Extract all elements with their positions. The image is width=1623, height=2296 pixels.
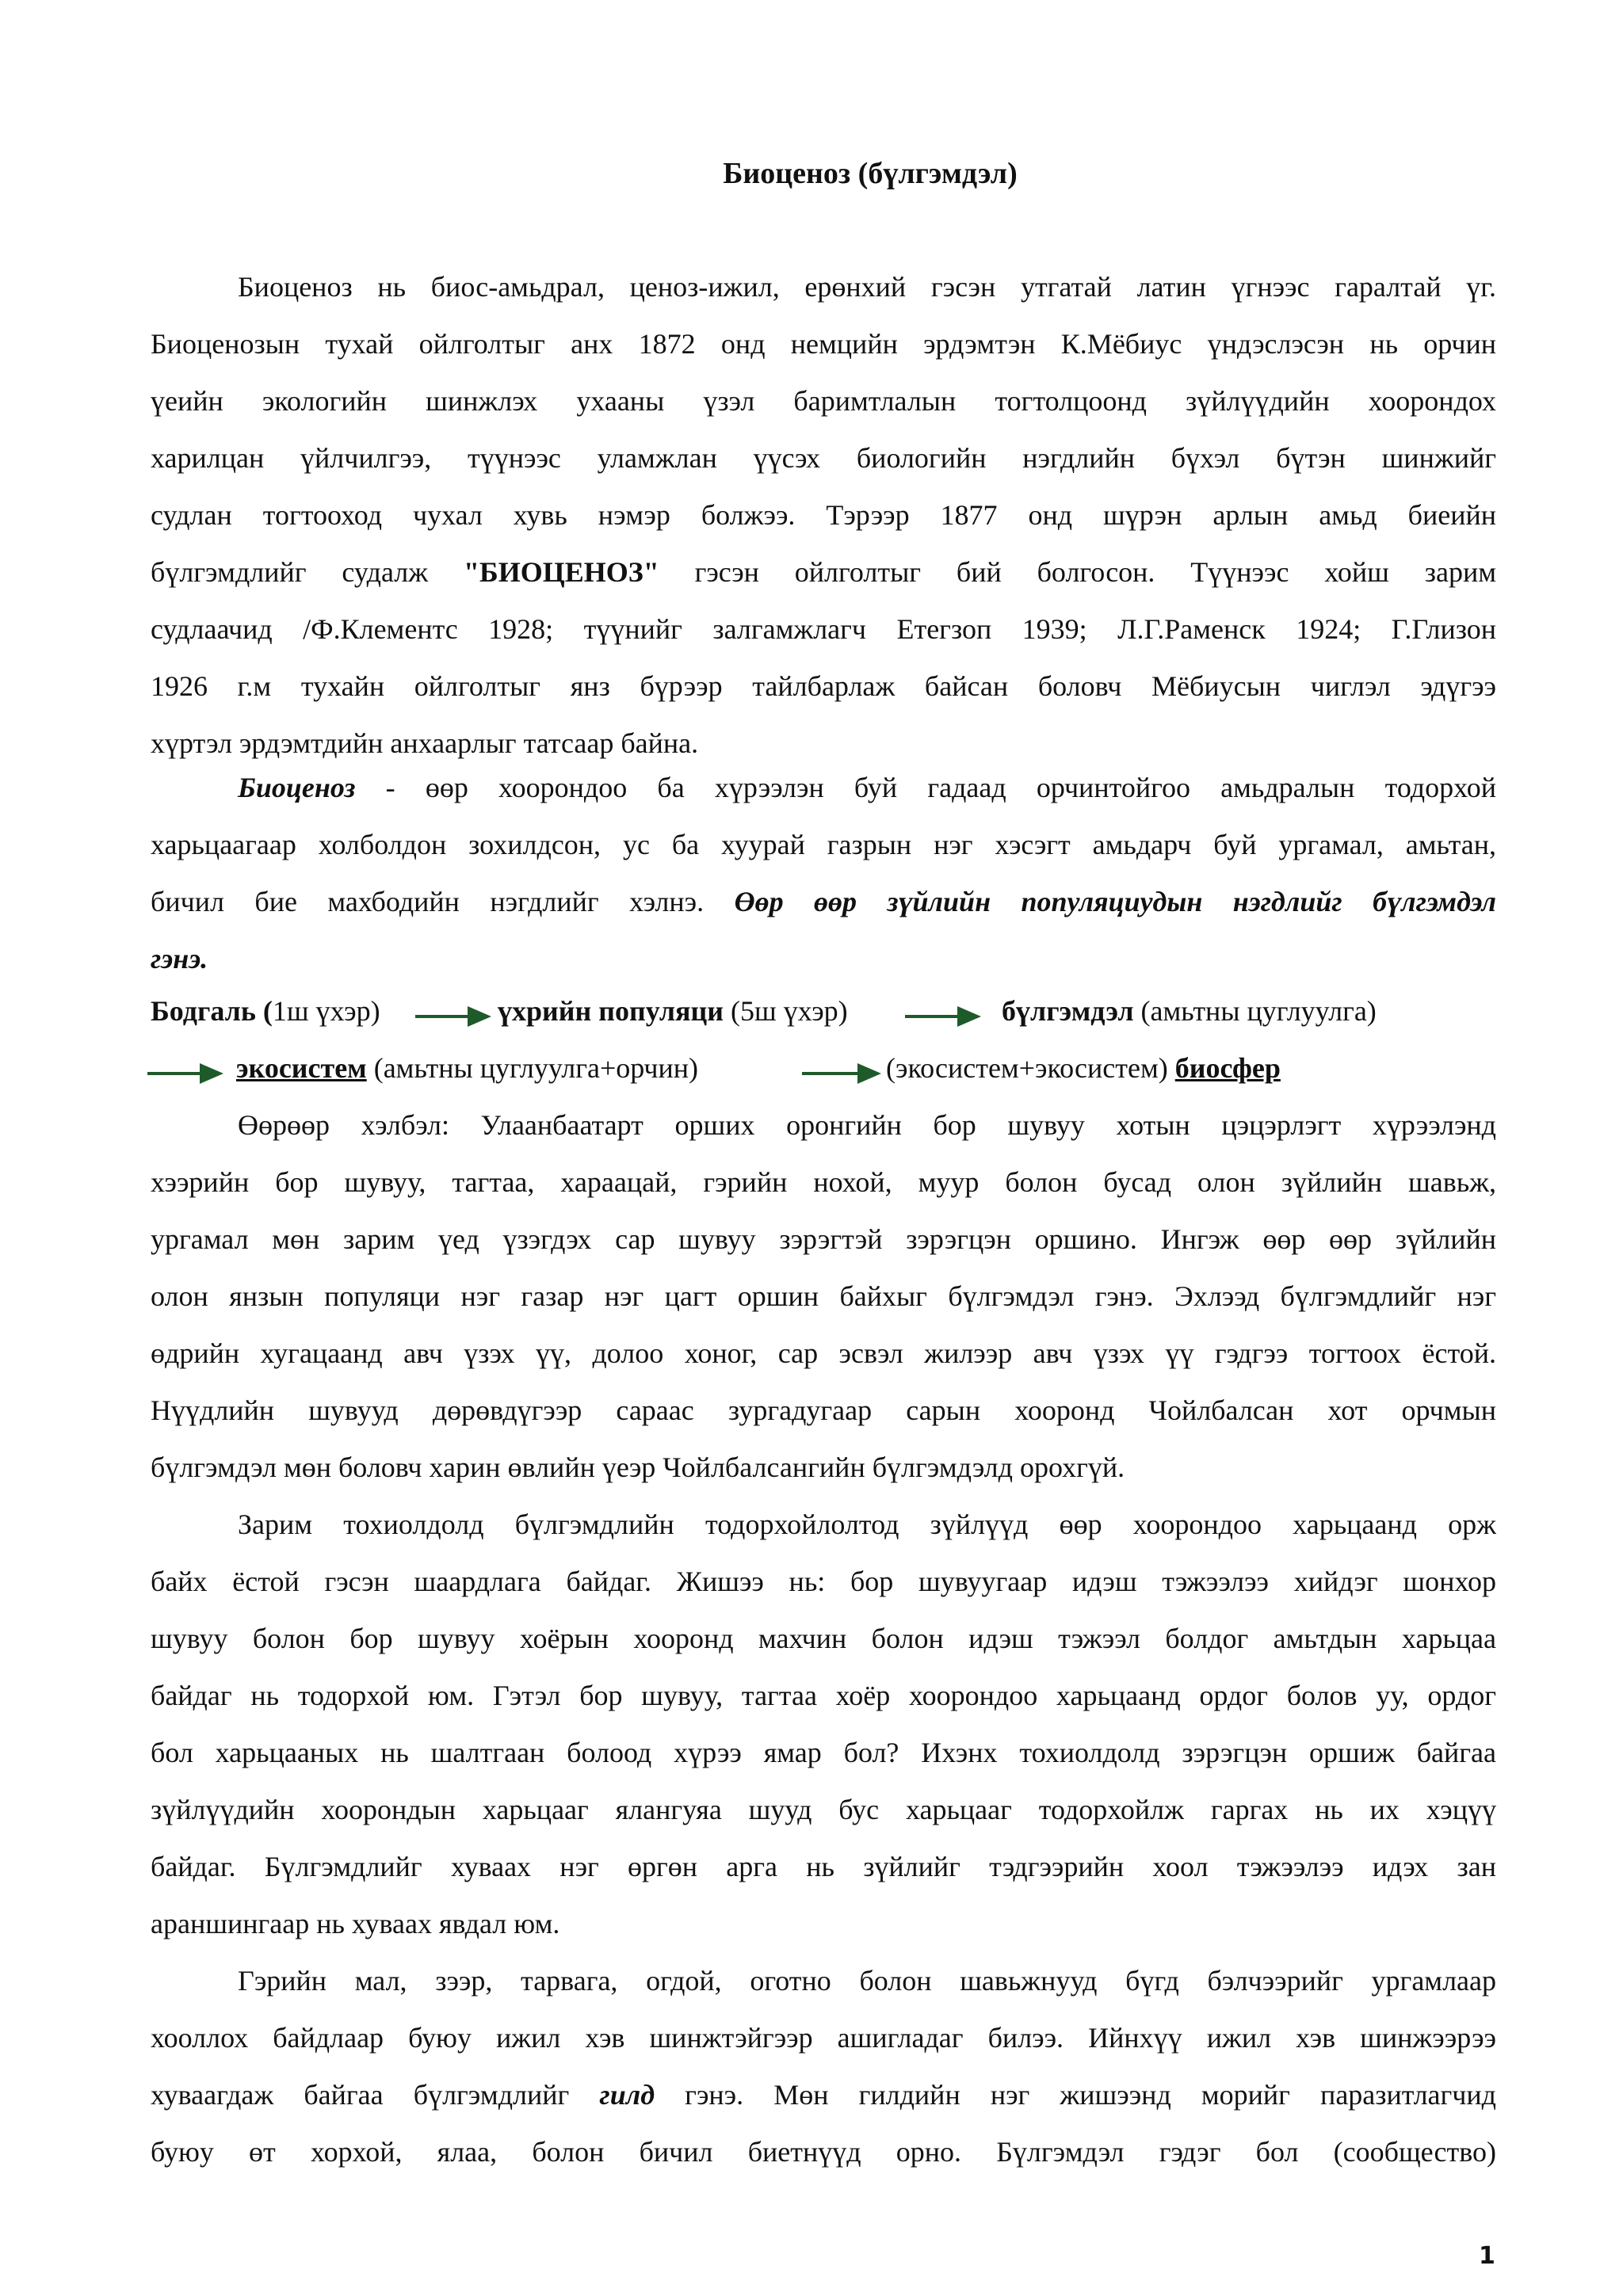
text-line: үеийн экологийн шинжлэх ухааны үзэл баримтлалын тогтолцоонд зүйлүүдийн хоорондох bbox=[151, 385, 1496, 417]
text-line: бичил бие махбодийн нэгдлийг хэлнэ. Өөр өөр зүйлийн популяциудын нэгдлийг бүлгэмдэл bbox=[151, 886, 1496, 917]
text-line: зүйлүүдийн хоорондын харьцааг ялангуяа шууд бус харьцааг тодорхойлж гаргах нь их хэцүү bbox=[151, 1794, 1496, 1825]
text-line: байдаг. Бүлгэмдлийг хуваах нэг өргөн арга нь зүйлийг тэдгээрийн хоол тэжээлээ идэх зан bbox=[151, 1851, 1496, 1882]
text-line: бол харьцааных нь шалтгаан болоод хүрээ ямар бол? Ихэнх тохиолдолд зэрэгцэн оршиж байгаа bbox=[151, 1737, 1496, 1768]
paragraph-relations bbox=[151, 1496, 1496, 1952]
guild-term: гилд bbox=[599, 2079, 655, 2111]
text-line: гэнэ. bbox=[151, 943, 208, 974]
definition-term: Биоценоз bbox=[238, 772, 356, 803]
text-line: ургамал мөн зарим үед үзэгдэх сар шувуу зэрэгтэй зэрэгцэн оршино. Ингэж өөр өөр зүйлийн bbox=[151, 1223, 1496, 1255]
text-line: Биоценоз - өөр хоорондоо ба хүрээлэн буй гадаад орчинтойгоо амьдралын тодорхой bbox=[238, 772, 1496, 803]
text-line: араншингаар нь хуваах явдал юм. bbox=[151, 1908, 560, 1939]
arrow-right-icon bbox=[802, 1063, 881, 1084]
text-line: олон янзын популяци нэг газар нэг цагт оршин байхыг бүлгэмдэл гэнэ. Эхлээд бүлгэмдлийг нэг bbox=[151, 1280, 1496, 1312]
text-line: судлан тогтооход чухал хувь нэмэр болжээ. Тэрээр 1877 онд шүрэн арлын амьд биеийн bbox=[151, 499, 1496, 531]
paragraph-intro bbox=[151, 258, 1496, 772]
text-line: хуваагдаж байгаа бүлгэмдлийг гилд гэнэ. Мөн гилдийн нэг жишээнд морийг паразитлагчид bbox=[151, 2079, 1496, 2111]
text-line: хүртэл эрдэмтдийн анхаарлыг татсаар байна. bbox=[151, 727, 699, 759]
text-line: харилцан үйлчилгээ, түүнээс уламжлан үүсэх биологийн нэгдлийн бүхэл бүтэн шинжийг bbox=[151, 442, 1496, 474]
text-line: харьцаагаар холболдон зохилдсон, ус ба хуурай газрын нэг хэсэгт амьдарч буй ургамал, амьтан, bbox=[151, 829, 1496, 860]
text-line: бүлгэмдлийг судалж "БИОЦЕНОЗ" гэсэн ойлголтыг бий болгосон. Түүнээс хойш зарим bbox=[151, 556, 1496, 588]
paragraph-guild bbox=[151, 1952, 1496, 2180]
page-title: Биоценоз (бүлгэмдэл) bbox=[723, 157, 1018, 190]
arrow-right-icon bbox=[415, 1006, 491, 1027]
definition-emphasis: Өөр өөр зүйлийн популяциудын нэгдлийг бүлгэмдэл bbox=[734, 886, 1496, 917]
text-line: Өөрөөр хэлбэл: Улаанбаатарт орших оронгийн бор шувуу хотын цэцэрлэгт хүрээлэнд bbox=[238, 1109, 1496, 1141]
text-line: Нүүдлийн шувууд дөрөвдүгээр сараас зургадугаар сарын хооронд Чойлбалсан хот орчмын bbox=[151, 1394, 1496, 1426]
biocenosis-term-quoted: "БИОЦЕНОЗ" bbox=[463, 556, 659, 588]
text-line: буюу өт хорхой, ялаа, болон бичил биетнүүд орно. Бүлгэмдэл гэдэг бол (сообщество) bbox=[151, 2136, 1496, 2168]
text-line: хээрийн бор шувуу, тагтаа, хараацай, гэрийн нохой, муур болон бусад олон зүйлийн шавьж, bbox=[151, 1166, 1496, 1198]
text-line: Зарим тохиолдолд бүлгэмдлийн тодорхойлолтод зүйлүүд өөр хоорондоо харьцаанд орж bbox=[238, 1508, 1496, 1540]
text-line: шувуу болон бор шувуу хоёрын хооронд махчин болон идэш тэжээл болдог амьтдын харьцаа bbox=[151, 1623, 1496, 1654]
flow-population: үхрийн популяци (5ш үхэр) bbox=[498, 995, 848, 1027]
text-line: бүлгэмдэл мөн боловч харин өвлийн үеэр Чойлбалсангийн бүлгэмдэлд орохгүй. bbox=[151, 1451, 1125, 1483]
text-line: өдрийн хугацаанд авч үзэх үү, долоо хоног, сар эсвэл жилээр авч үзэх үү гэдгээ тогтоох ёстой. bbox=[151, 1337, 1496, 1369]
text-line: байдаг нь тодорхой юм. Гэтэл бор шувуу, тагтаа хоёр хоорондоо харьцаанд ордог болов уу, ордог bbox=[151, 1680, 1496, 1711]
paragraph-definition bbox=[151, 759, 1496, 987]
text-line: Биоценозын тухай ойлголтыг анх 1872 онд немцийн эрдэмтэн К.Мёбиус үндэслэсэн нь орчин bbox=[151, 328, 1496, 360]
flow-ecosystem: экосистем (амьтны цуглуулга+орчин) bbox=[236, 1052, 699, 1084]
text-line: Биоценоз нь биос-амьдрал, ценоз-ижил, ерөнхий гэсэн утгатай латин үгнээс гаралтай үг. bbox=[238, 271, 1496, 303]
flow-biosphere: (экосистем+экосистем) биосфер bbox=[886, 1052, 1281, 1084]
text-line: Гэрийн мал, зээр, тарвага, огдой, оготно болон шавьжнууд бүгд бэлчээрийг ургамлаар bbox=[238, 1965, 1496, 1997]
text-line: судлаачид /Ф.Клементс 1928; түүнийг залгамжлагч Етегзоп 1939; Л.Г.Раменск 1924; Г.Глизон bbox=[151, 613, 1496, 645]
hierarchy-flow-row-1 bbox=[151, 982, 1496, 1039]
text-line: хооллох байдлаар буюу ижил хэв шинжтэйгээр ашигладаг билээ. Ийнхүү ижил хэв шинжээрээ bbox=[151, 2022, 1496, 2054]
flow-community: бүлгэмдэл (амьтны цуглуулга) bbox=[1002, 995, 1377, 1027]
text-line: 1926 г.м тухайн ойлголтыг янз бүрээр тайлбарлаж байсан боловч Мёбиусын чиглэл эдүгээ bbox=[151, 670, 1496, 702]
text-line: байх ёстой гэсэн шаардлага байдаг. Жишээ нь: бор шувуугаар идэш тэжээлээ хийдэг шонхор bbox=[151, 1566, 1496, 1597]
flow-individual: Бодгаль (1ш үхэр) bbox=[151, 995, 380, 1027]
paragraph-example bbox=[151, 1097, 1496, 1496]
arrow-right-icon bbox=[905, 1006, 981, 1027]
page-number: 1 bbox=[1479, 2242, 1495, 2270]
